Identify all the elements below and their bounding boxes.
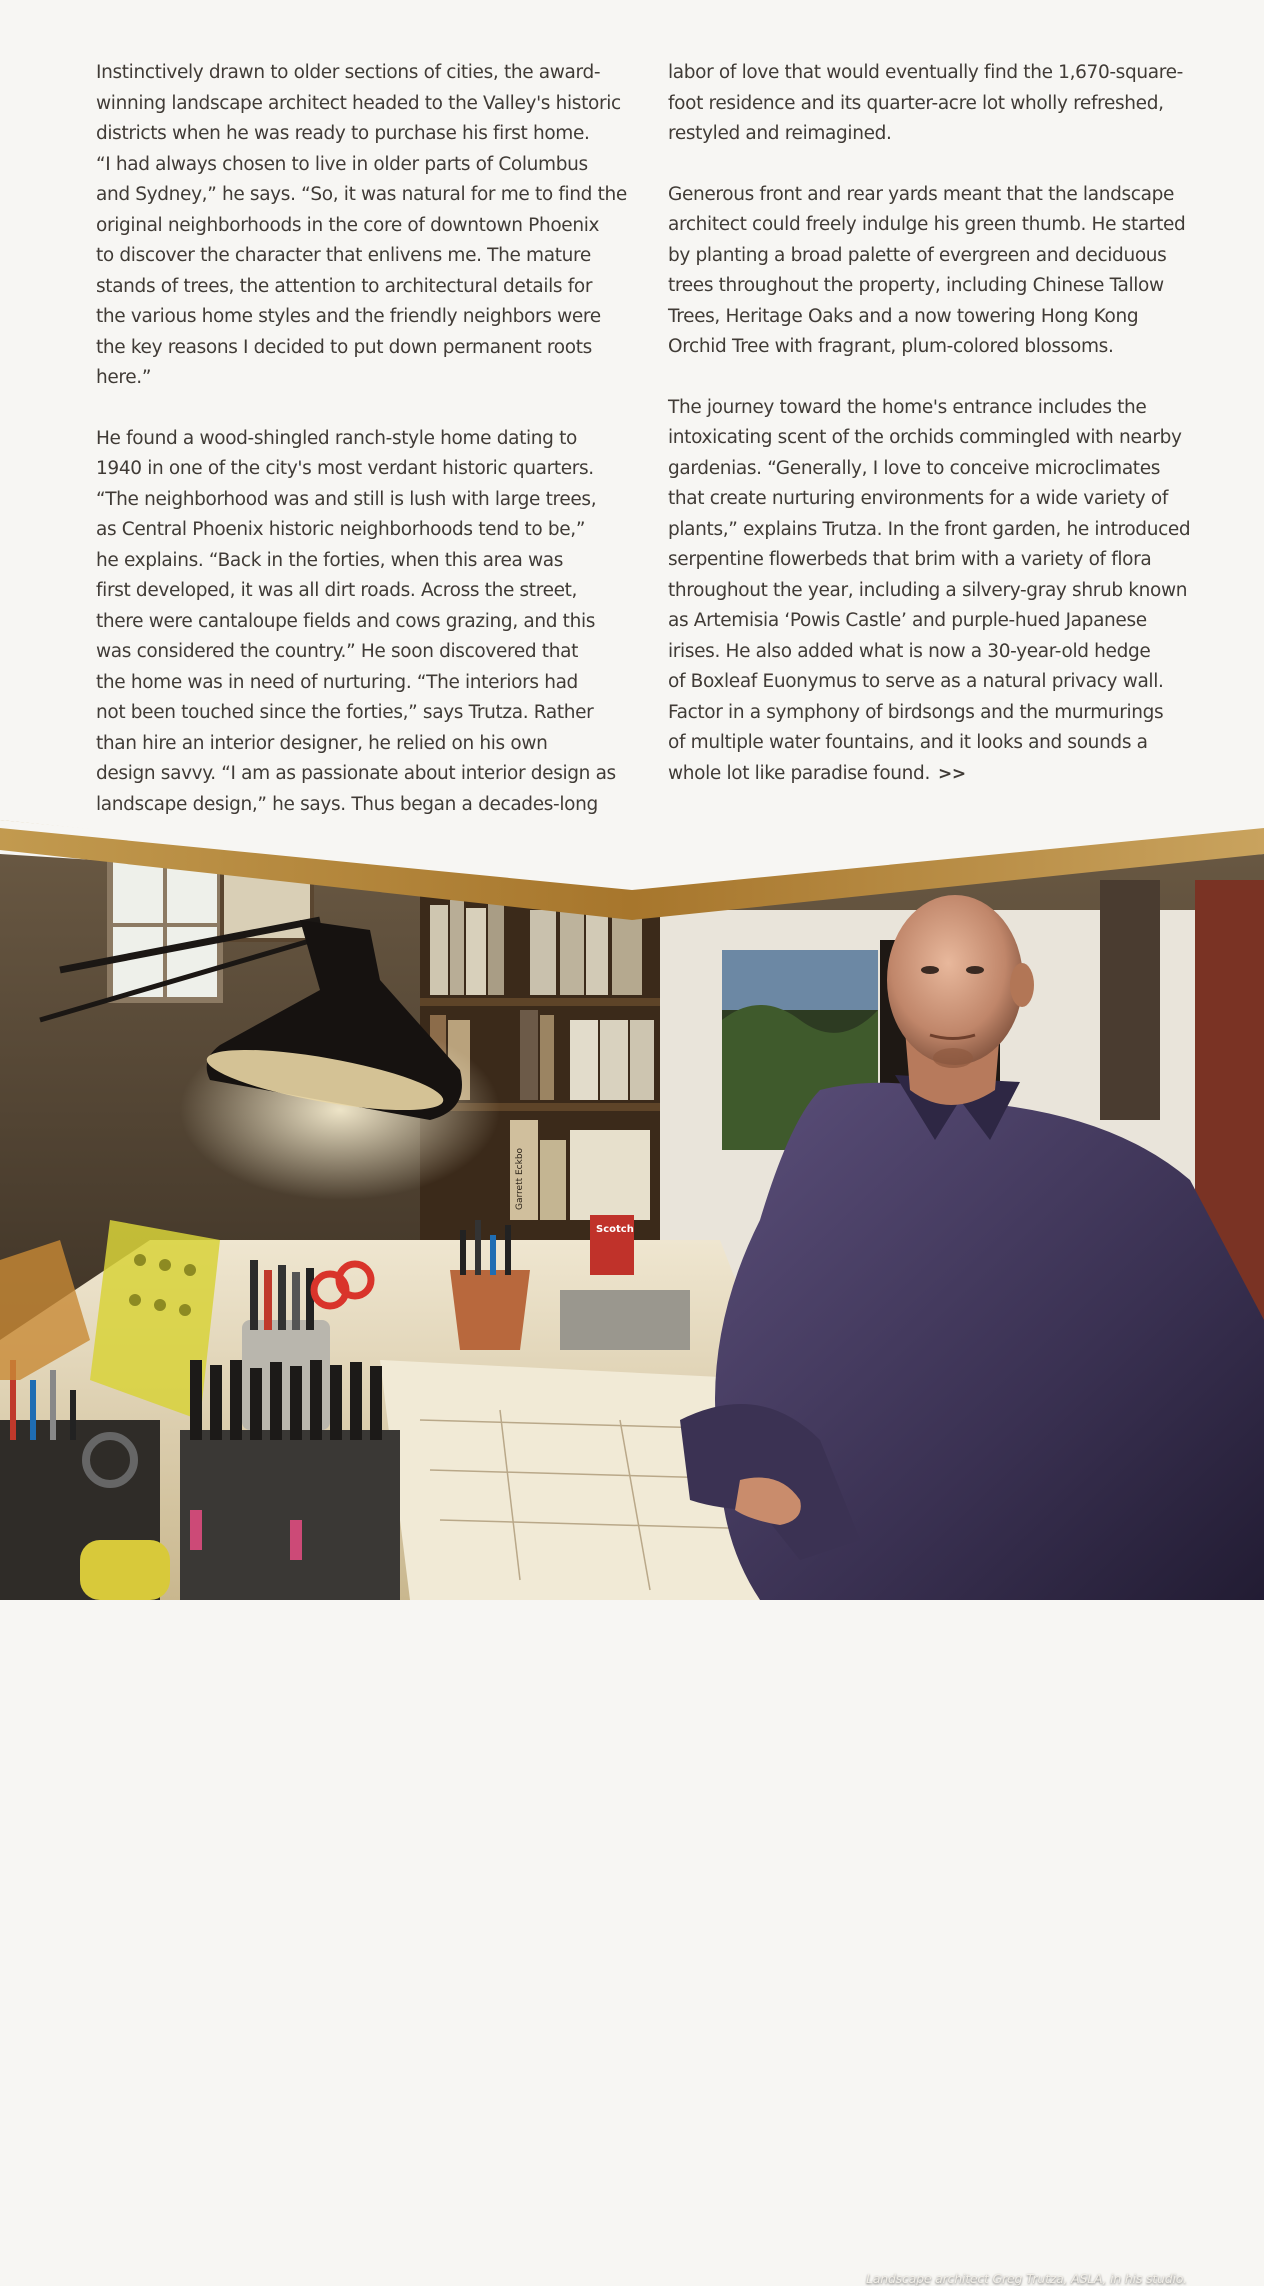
text-line: throughout the year, including a silvery-gray shrub known [668,579,1188,601]
book-spine-text: Garrett Eckbo [515,1147,525,1210]
text-line: to discover the character that enlivens me. The mature [96,245,591,266]
text-line: as Artemisia ‘Powis Castle’ and purple-hued Japanese [668,610,1147,631]
text-line: as Central Phoenix historic neighborhoods tend to be,” [96,519,586,540]
text-line: by planting a broad palette of evergreen and deciduous [668,244,1167,266]
text-line: restyled and reimagined. [668,123,892,144]
studio-photo-illustration [0,820,1264,1600]
text-line: He found a wood-shingled ranch-style home dating to [96,427,577,449]
paragraph-2 [96,424,626,821]
text-line: the key reasons I decided to put down permanent roots [96,336,592,358]
text-line: design savvy. “I am as passionate about interior design as [96,763,616,784]
text-line: serpentine flowerbeds that brim with a variety of flora [668,549,1152,570]
text-line: intoxicating scent of the orchids commingled with nearby [668,427,1182,448]
tin-box [560,1290,690,1350]
text-line: winning landscape architect headed to the Valley's historic [96,92,621,114]
text-line: than hire an interior designer, he relied on his own [96,732,548,754]
text-line: of Boxleaf Euonymus to serve as a natural privacy wall. [668,671,1164,692]
text-line: Factor in a symphony of birdsongs and the murmurings [668,701,1164,723]
paragraph-4 [668,180,1208,363]
text-line: not been touched since the forties,” says Trutza. Rather [96,702,594,723]
text-line-last [668,759,1208,790]
text-line: first developed, it was all dirt roads. Across the street, [96,580,578,601]
continue-marker: >> [937,763,966,784]
text-line: trees throughout the property, including Chinese Tallow [668,275,1164,296]
scotch-tape-box [590,1215,634,1275]
text-line: gardenias. “Generally, I love to conceive microclimates [668,457,1161,479]
text-line: here.” [96,367,152,388]
text-line: he explains. “Back in the forties, when this area was [96,549,564,571]
studio-photo [0,820,1264,2286]
photo-caption: Landscape architect Greg Trutza, ASLA, in his studio. [866,2271,1187,2286]
paragraph-5 [668,393,1208,790]
text-line: was considered the country.” He soon discovered that [96,641,578,662]
text-line: architect could freely indulge his green thumb. He started [668,214,1186,235]
text-line: irises. He also added what is now a 30-year-old hedge [668,640,1151,662]
text-line: of multiple water fountains, and it looks and sounds a [668,732,1148,753]
text-line: stands of trees, the attention to architectural details for [96,275,593,297]
article-column-left [96,58,626,850]
text-line: foot residence and its quarter-acre lot wholly refreshed, [668,92,1164,114]
text-line: Instinctively drawn to older sections of cities, the award- [96,62,601,83]
text-line: The journey toward the home's entrance includes the [668,396,1147,418]
paragraph-3 [668,58,1208,150]
text-line: the home was in need of nurturing. “The interiors had [96,671,578,693]
text-line: Trees, Heritage Oaks and a now towering Hong Kong [668,305,1139,327]
text-line: original neighborhoods in the core of downtown Phoenix [96,214,600,236]
text-line: labor of love that would eventually find the 1,670-square- [668,62,1183,83]
text-line: there were cantaloupe fields and cows grazing, and this [96,610,596,632]
text-line: “The neighborhood was and still is lush with large trees, [96,488,597,510]
text-line: Generous front and rear yards meant that the landscape [668,183,1175,205]
article-column-right [668,58,1208,819]
text-line: landscape design,” he says. Thus began a decades-long [96,793,598,815]
text-line: and Sydney,” he says. “So, it was natural for me to find the [96,184,627,205]
text-line: that create nurturing environments for a wide variety of [668,488,1169,509]
scotch-label: Scotch [596,1224,634,1235]
text-line: 1940 in one of the city's most verdant historic quarters. [96,458,594,479]
text-line: Orchid Tree with fragrant, plum-colored blossoms. [668,336,1114,357]
text-line: plants,” explains Trutza. In the front garden, he introduced [668,518,1191,540]
text-line: districts when he was ready to purchase his first home. [96,123,590,144]
text-line: the various home styles and the friendly neighbors were [96,306,601,327]
text-line: whole lot like paradise found. [668,762,930,784]
text-line: “I had always chosen to live in older parts of Columbus [96,153,588,175]
paragraph-1 [96,58,626,394]
